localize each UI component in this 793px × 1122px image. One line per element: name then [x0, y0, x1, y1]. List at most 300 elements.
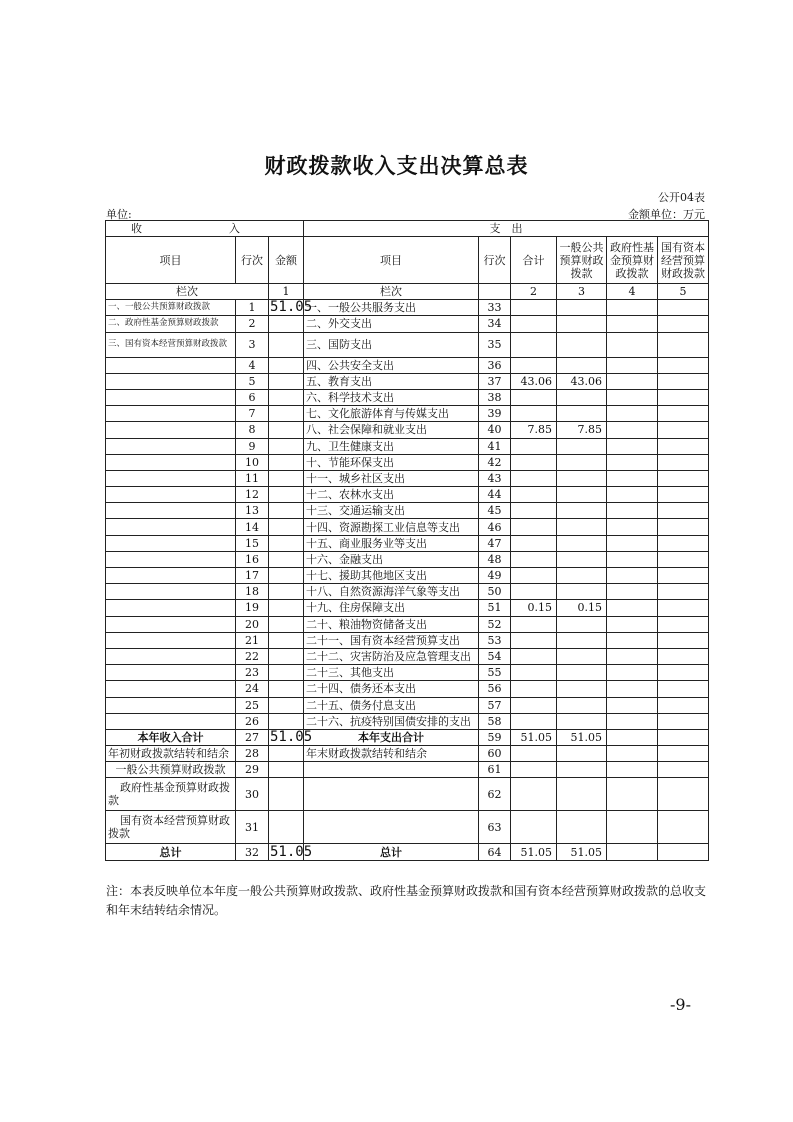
expense-state-capital — [658, 713, 709, 729]
income-item — [106, 406, 236, 422]
expense-general-budget: 7.85 — [557, 422, 607, 438]
income-line-no: 15 — [236, 535, 269, 551]
income-line-no: 9 — [236, 438, 269, 454]
income-line-no: 6 — [236, 389, 269, 405]
expense-line-no: 61 — [479, 762, 511, 778]
expense-general-budget — [557, 616, 607, 632]
income-line-no: 4 — [236, 357, 269, 373]
expense-total — [511, 519, 557, 535]
expense-gov-fund — [607, 438, 658, 454]
expense-total — [511, 746, 557, 762]
income-amount — [269, 316, 304, 332]
expense-state-capital — [658, 665, 709, 681]
income-line-no: 32 — [236, 844, 269, 860]
expense-item: 十四、资源勘探工业信息等支出 — [304, 519, 479, 535]
income-line-no: 19 — [236, 600, 269, 616]
expense-item: 十七、援助其他地区支出 — [304, 568, 479, 584]
expense-state-capital — [658, 616, 709, 632]
expense-state-capital — [658, 389, 709, 405]
expense-line-no: 34 — [479, 316, 511, 332]
expense-gov-fund — [607, 357, 658, 373]
expense-line-no: 63 — [479, 811, 511, 844]
expense-item: 总计 — [304, 844, 479, 860]
income-item — [106, 519, 236, 535]
expense-total — [511, 632, 557, 648]
expense-state-capital — [658, 454, 709, 470]
expense-total — [511, 778, 557, 811]
income-amount — [269, 632, 304, 648]
col-header-gov-fund: 政府性基金预算财政拨款 — [607, 237, 658, 284]
grand-total-row — [106, 844, 709, 860]
expense-general-budget — [557, 487, 607, 503]
carry-row — [106, 811, 709, 844]
expense-gov-fund — [607, 568, 658, 584]
expense-general-budget: 0.15 — [557, 600, 607, 616]
income-line-no: 23 — [236, 665, 269, 681]
expense-gov-fund — [607, 551, 658, 567]
expense-item: 七、文化旅游体育与传媒支出 — [304, 406, 479, 422]
income-line-no: 2 — [236, 316, 269, 332]
income-line-no: 29 — [236, 762, 269, 778]
expense-line-no: 54 — [479, 648, 511, 664]
income-amount — [269, 681, 304, 697]
expense-line-no: 51 — [479, 600, 511, 616]
index-num: 2 — [511, 284, 557, 300]
table-row — [106, 697, 709, 713]
table-row — [106, 616, 709, 632]
expense-line-no: 35 — [479, 332, 511, 357]
income-line-no: 28 — [236, 746, 269, 762]
expense-gov-fund — [607, 616, 658, 632]
expense-gov-fund — [607, 316, 658, 332]
expense-state-capital — [658, 584, 709, 600]
expense-total — [511, 535, 557, 551]
income-item — [106, 357, 236, 373]
expense-total — [511, 762, 557, 778]
income-line-no: 11 — [236, 470, 269, 486]
expense-item: 十六、金融支出 — [304, 551, 479, 567]
expense-general-budget — [557, 316, 607, 332]
table-row — [106, 454, 709, 470]
expense-item: 五、教育支出 — [304, 373, 479, 389]
expense-gov-fund — [607, 487, 658, 503]
table-row — [106, 332, 709, 357]
index-num: 3 — [557, 284, 607, 300]
expense-general-budget — [557, 778, 607, 811]
expense-state-capital — [658, 697, 709, 713]
income-item: 一、一般公共预算财政拨款 — [106, 300, 236, 316]
col-header-general-budget: 一般公共预算财政拨款 — [557, 237, 607, 284]
expense-gov-fund — [607, 665, 658, 681]
expense-gov-fund — [607, 422, 658, 438]
expense-line-no: 56 — [479, 681, 511, 697]
income-item — [106, 681, 236, 697]
expense-line-no: 37 — [479, 373, 511, 389]
expense-state-capital — [658, 422, 709, 438]
expense-state-capital — [658, 373, 709, 389]
income-amount — [269, 332, 304, 357]
expense-line-no: 50 — [479, 584, 511, 600]
income-item: 政府性基金预算财政拨款 — [106, 778, 236, 811]
income-amount — [269, 665, 304, 681]
income-item — [106, 697, 236, 713]
expense-total — [511, 316, 557, 332]
income-amount — [269, 373, 304, 389]
expense-general-budget: 51.05 — [557, 844, 607, 860]
table-row — [106, 681, 709, 697]
income-line-no: 21 — [236, 632, 269, 648]
table-row — [106, 632, 709, 648]
income-item — [106, 389, 236, 405]
income-line-no: 12 — [236, 487, 269, 503]
income-line-no: 8 — [236, 422, 269, 438]
expense-line-no: 43 — [479, 470, 511, 486]
expense-total — [511, 487, 557, 503]
expense-state-capital — [658, 632, 709, 648]
expense-gov-fund — [607, 389, 658, 405]
expense-state-capital — [658, 332, 709, 357]
income-line-no: 5 — [236, 373, 269, 389]
expense-line-no: 55 — [479, 665, 511, 681]
income-line-no: 18 — [236, 584, 269, 600]
expense-total — [511, 584, 557, 600]
col-header-item-expense: 项目 — [304, 237, 479, 284]
income-item — [106, 438, 236, 454]
expense-item: 二十六、抗疫特别国债安排的支出 — [304, 713, 479, 729]
income-amount — [269, 389, 304, 405]
income-line-no: 20 — [236, 616, 269, 632]
expense-total — [511, 357, 557, 373]
expense-line-no: 46 — [479, 519, 511, 535]
expense-line-no: 58 — [479, 713, 511, 729]
expense-state-capital — [658, 535, 709, 551]
income-amount — [269, 470, 304, 486]
income-amount — [269, 357, 304, 373]
expense-line-no: 42 — [479, 454, 511, 470]
index-row — [106, 284, 709, 300]
income-amount — [269, 600, 304, 616]
expense-general-budget — [557, 470, 607, 486]
footnote: 注：本表反映单位本年度一般公共预算财政拨款、政府性基金预算财政拨款和国有资本经营预算财政拨款的总收支和年末结转结余情况。 — [106, 884, 707, 917]
expense-state-capital — [658, 519, 709, 535]
expense-line-no: 41 — [479, 438, 511, 454]
expense-line-no: 62 — [479, 778, 511, 811]
income-item — [106, 373, 236, 389]
form-number: 公开04表 — [658, 191, 705, 204]
col-header-total: 合计 — [511, 237, 557, 284]
table-row — [106, 438, 709, 454]
income-line-no: 14 — [236, 519, 269, 535]
table-row — [106, 584, 709, 600]
expense-item: 十、节能环保支出 — [304, 454, 479, 470]
expense-total — [511, 681, 557, 697]
expense-state-capital — [658, 406, 709, 422]
expense-item: 二十五、债务付息支出 — [304, 697, 479, 713]
income-amount — [269, 616, 304, 632]
expense-gov-fund — [607, 300, 658, 316]
income-item — [106, 454, 236, 470]
expense-line-no: 60 — [479, 746, 511, 762]
expense-item: 十二、农林水支出 — [304, 487, 479, 503]
expense-total — [511, 454, 557, 470]
expense-general-budget — [557, 681, 607, 697]
expense-item: 一、一般公共服务支出 — [304, 300, 479, 316]
income-amount — [269, 406, 304, 422]
expense-general-budget — [557, 648, 607, 664]
unit-label: 单位: — [106, 208, 132, 221]
expense-header: 支 出 — [304, 221, 709, 237]
expense-item: 九、卫生健康支出 — [304, 438, 479, 454]
income-amount — [269, 422, 304, 438]
income-item — [106, 632, 236, 648]
expense-item: 二十四、债务还本支出 — [304, 681, 479, 697]
table-row — [106, 422, 709, 438]
expense-gov-fund — [607, 746, 658, 762]
income-line-no: 17 — [236, 568, 269, 584]
income-amount — [269, 648, 304, 664]
index-num: 1 — [269, 284, 304, 300]
income-item — [106, 487, 236, 503]
expense-gov-fund — [607, 519, 658, 535]
expense-total — [511, 300, 557, 316]
expense-general-budget — [557, 713, 607, 729]
col-header-amount: 金额 — [269, 237, 304, 284]
expense-item: 三、国防支出 — [304, 332, 479, 357]
index-label-income: 栏次 — [106, 284, 269, 300]
expense-general-budget — [557, 438, 607, 454]
expense-gov-fund — [607, 648, 658, 664]
expense-state-capital — [658, 300, 709, 316]
expense-state-capital — [658, 762, 709, 778]
expense-total — [511, 389, 557, 405]
expense-total — [511, 503, 557, 519]
income-line-no: 10 — [236, 454, 269, 470]
expense-total: 51.05 — [511, 729, 557, 745]
expense-total: 43.06 — [511, 373, 557, 389]
income-line-no: 30 — [236, 778, 269, 811]
expense-state-capital — [658, 551, 709, 567]
income-item — [106, 616, 236, 632]
income-item — [106, 584, 236, 600]
expense-state-capital — [658, 600, 709, 616]
income-item — [106, 470, 236, 486]
income-amount — [269, 568, 304, 584]
expense-state-capital — [658, 503, 709, 519]
expense-total — [511, 697, 557, 713]
income-item — [106, 600, 236, 616]
expense-general-budget — [557, 389, 607, 405]
expense-general-budget — [557, 535, 607, 551]
expense-gov-fund — [607, 600, 658, 616]
table-row — [106, 300, 709, 316]
expense-total — [511, 811, 557, 844]
expense-gov-fund — [607, 470, 658, 486]
expense-total: 0.15 — [511, 600, 557, 616]
expense-general-budget — [557, 632, 607, 648]
section-header-row — [106, 221, 709, 237]
expense-item: 本年支出合计 — [304, 729, 479, 745]
expense-gov-fund — [607, 632, 658, 648]
expense-line-no: 40 — [479, 422, 511, 438]
income-item — [106, 551, 236, 567]
col-header-item: 项目 — [106, 237, 236, 284]
expense-general-budget — [557, 519, 607, 535]
table-row — [106, 470, 709, 486]
income-line-no: 27 — [236, 729, 269, 745]
expense-general-budget — [557, 762, 607, 778]
expense-state-capital — [658, 487, 709, 503]
expense-line-no: 39 — [479, 406, 511, 422]
income-amount: 51.05 — [270, 728, 313, 745]
expense-item: 十九、住房保障支出 — [304, 600, 479, 616]
expense-total — [511, 551, 557, 567]
expense-line-no: 38 — [479, 389, 511, 405]
expense-general-budget — [557, 551, 607, 567]
expense-total — [511, 665, 557, 681]
expense-gov-fund — [607, 584, 658, 600]
expense-gov-fund — [607, 713, 658, 729]
expense-item — [304, 778, 479, 811]
expense-state-capital — [658, 729, 709, 745]
expense-total — [511, 438, 557, 454]
expense-line-no: 47 — [479, 535, 511, 551]
income-item: 总计 — [106, 844, 236, 860]
expense-state-capital — [658, 470, 709, 486]
expense-state-capital — [658, 438, 709, 454]
expense-total — [511, 470, 557, 486]
expense-general-budget — [557, 357, 607, 373]
expense-gov-fund — [607, 373, 658, 389]
income-amount — [269, 551, 304, 567]
income-line-no: 7 — [236, 406, 269, 422]
table-row — [106, 357, 709, 373]
table-row — [106, 551, 709, 567]
income-item: 年初财政拨款结转和结余 — [106, 746, 236, 762]
expense-state-capital — [658, 681, 709, 697]
table-row — [106, 373, 709, 389]
income-amount — [269, 584, 304, 600]
expense-gov-fund — [607, 762, 658, 778]
page-number: -9- — [670, 995, 691, 1014]
fiscal-summary-table — [105, 220, 709, 861]
income-amount — [269, 762, 304, 778]
expense-line-no: 45 — [479, 503, 511, 519]
expense-gov-fund — [607, 454, 658, 470]
expense-gov-fund — [607, 503, 658, 519]
expense-item: 八、社会保障和就业支出 — [304, 422, 479, 438]
col-header-state-capital: 国有资本经营预算财政拨款 — [658, 237, 709, 284]
income-item — [106, 713, 236, 729]
expense-total — [511, 713, 557, 729]
income-amount — [269, 454, 304, 470]
income-item — [106, 665, 236, 681]
income-line-no: 31 — [236, 811, 269, 844]
expense-general-budget — [557, 584, 607, 600]
expense-general-budget — [557, 406, 607, 422]
expense-item: 二十、粮油物资储备支出 — [304, 616, 479, 632]
expense-state-capital — [658, 568, 709, 584]
index-label-expense: 栏次 — [304, 284, 479, 300]
income-amount — [269, 778, 304, 811]
income-amount — [269, 811, 304, 844]
col-header-line-no-expense: 行次 — [479, 237, 511, 284]
income-item: 一般公共预算财政拨款 — [106, 762, 236, 778]
expense-item: 十一、城乡社区支出 — [304, 470, 479, 486]
expense-general-budget: 43.06 — [557, 373, 607, 389]
table-row — [106, 519, 709, 535]
expense-line-no: 48 — [479, 551, 511, 567]
expense-total: 7.85 — [511, 422, 557, 438]
table-row — [106, 713, 709, 729]
income-item: 本年收入合计 — [106, 729, 236, 745]
expense-item: 二十三、其他支出 — [304, 665, 479, 681]
income-amount — [269, 746, 304, 762]
expense-item: 十五、商业服务业等支出 — [304, 535, 479, 551]
income-item — [106, 568, 236, 584]
carry-row — [106, 762, 709, 778]
carry-row — [106, 746, 709, 762]
income-header: 收 入 — [106, 221, 304, 237]
expense-item — [304, 811, 479, 844]
index-num: 4 — [607, 284, 658, 300]
table-row — [106, 535, 709, 551]
income-item: 国有资本经营预算财政拨款 — [106, 811, 236, 844]
income-amount — [269, 438, 304, 454]
expense-item: 十三、交通运输支出 — [304, 503, 479, 519]
expense-general-budget — [557, 454, 607, 470]
expense-general-budget — [557, 665, 607, 681]
expense-line-no: 44 — [479, 487, 511, 503]
income-line-no: 3 — [236, 332, 269, 357]
expense-gov-fund — [607, 697, 658, 713]
expense-item: 六、科学技术支出 — [304, 389, 479, 405]
income-item — [106, 503, 236, 519]
expense-item: 年末财政拨款结转和结余 — [304, 746, 479, 762]
expense-line-no: 53 — [479, 632, 511, 648]
table-row — [106, 389, 709, 405]
expense-line-no: 36 — [479, 357, 511, 373]
column-header-row — [106, 237, 709, 284]
income-line-no: 22 — [236, 648, 269, 664]
table-row — [106, 665, 709, 681]
expense-gov-fund — [607, 406, 658, 422]
expense-line-no: 49 — [479, 568, 511, 584]
index-num: 5 — [658, 284, 709, 300]
income-line-no: 24 — [236, 681, 269, 697]
col-header-line-no: 行次 — [236, 237, 269, 284]
expense-total — [511, 332, 557, 357]
expense-gov-fund — [607, 681, 658, 697]
expense-item: 二十一、国有资本经营预算支出 — [304, 632, 479, 648]
income-item — [106, 422, 236, 438]
income-item: 二、政府性基金预算财政拨款 — [106, 316, 236, 332]
expense-item: 二十二、灾害防治及应急管理支出 — [304, 648, 479, 664]
document-title: 财政拨款收入支出决算总表 — [264, 154, 529, 178]
table-row — [106, 316, 709, 332]
expense-item: 二、外交支出 — [304, 316, 479, 332]
table-row — [106, 600, 709, 616]
expense-line-no: 57 — [479, 697, 511, 713]
carry-row — [106, 778, 709, 811]
expense-general-budget — [557, 697, 607, 713]
expense-state-capital — [658, 357, 709, 373]
expense-gov-fund — [607, 535, 658, 551]
table-row — [106, 503, 709, 519]
expense-general-budget — [557, 568, 607, 584]
expense-general-budget — [557, 503, 607, 519]
expense-state-capital — [658, 811, 709, 844]
income-line-no: 1 — [236, 300, 269, 316]
